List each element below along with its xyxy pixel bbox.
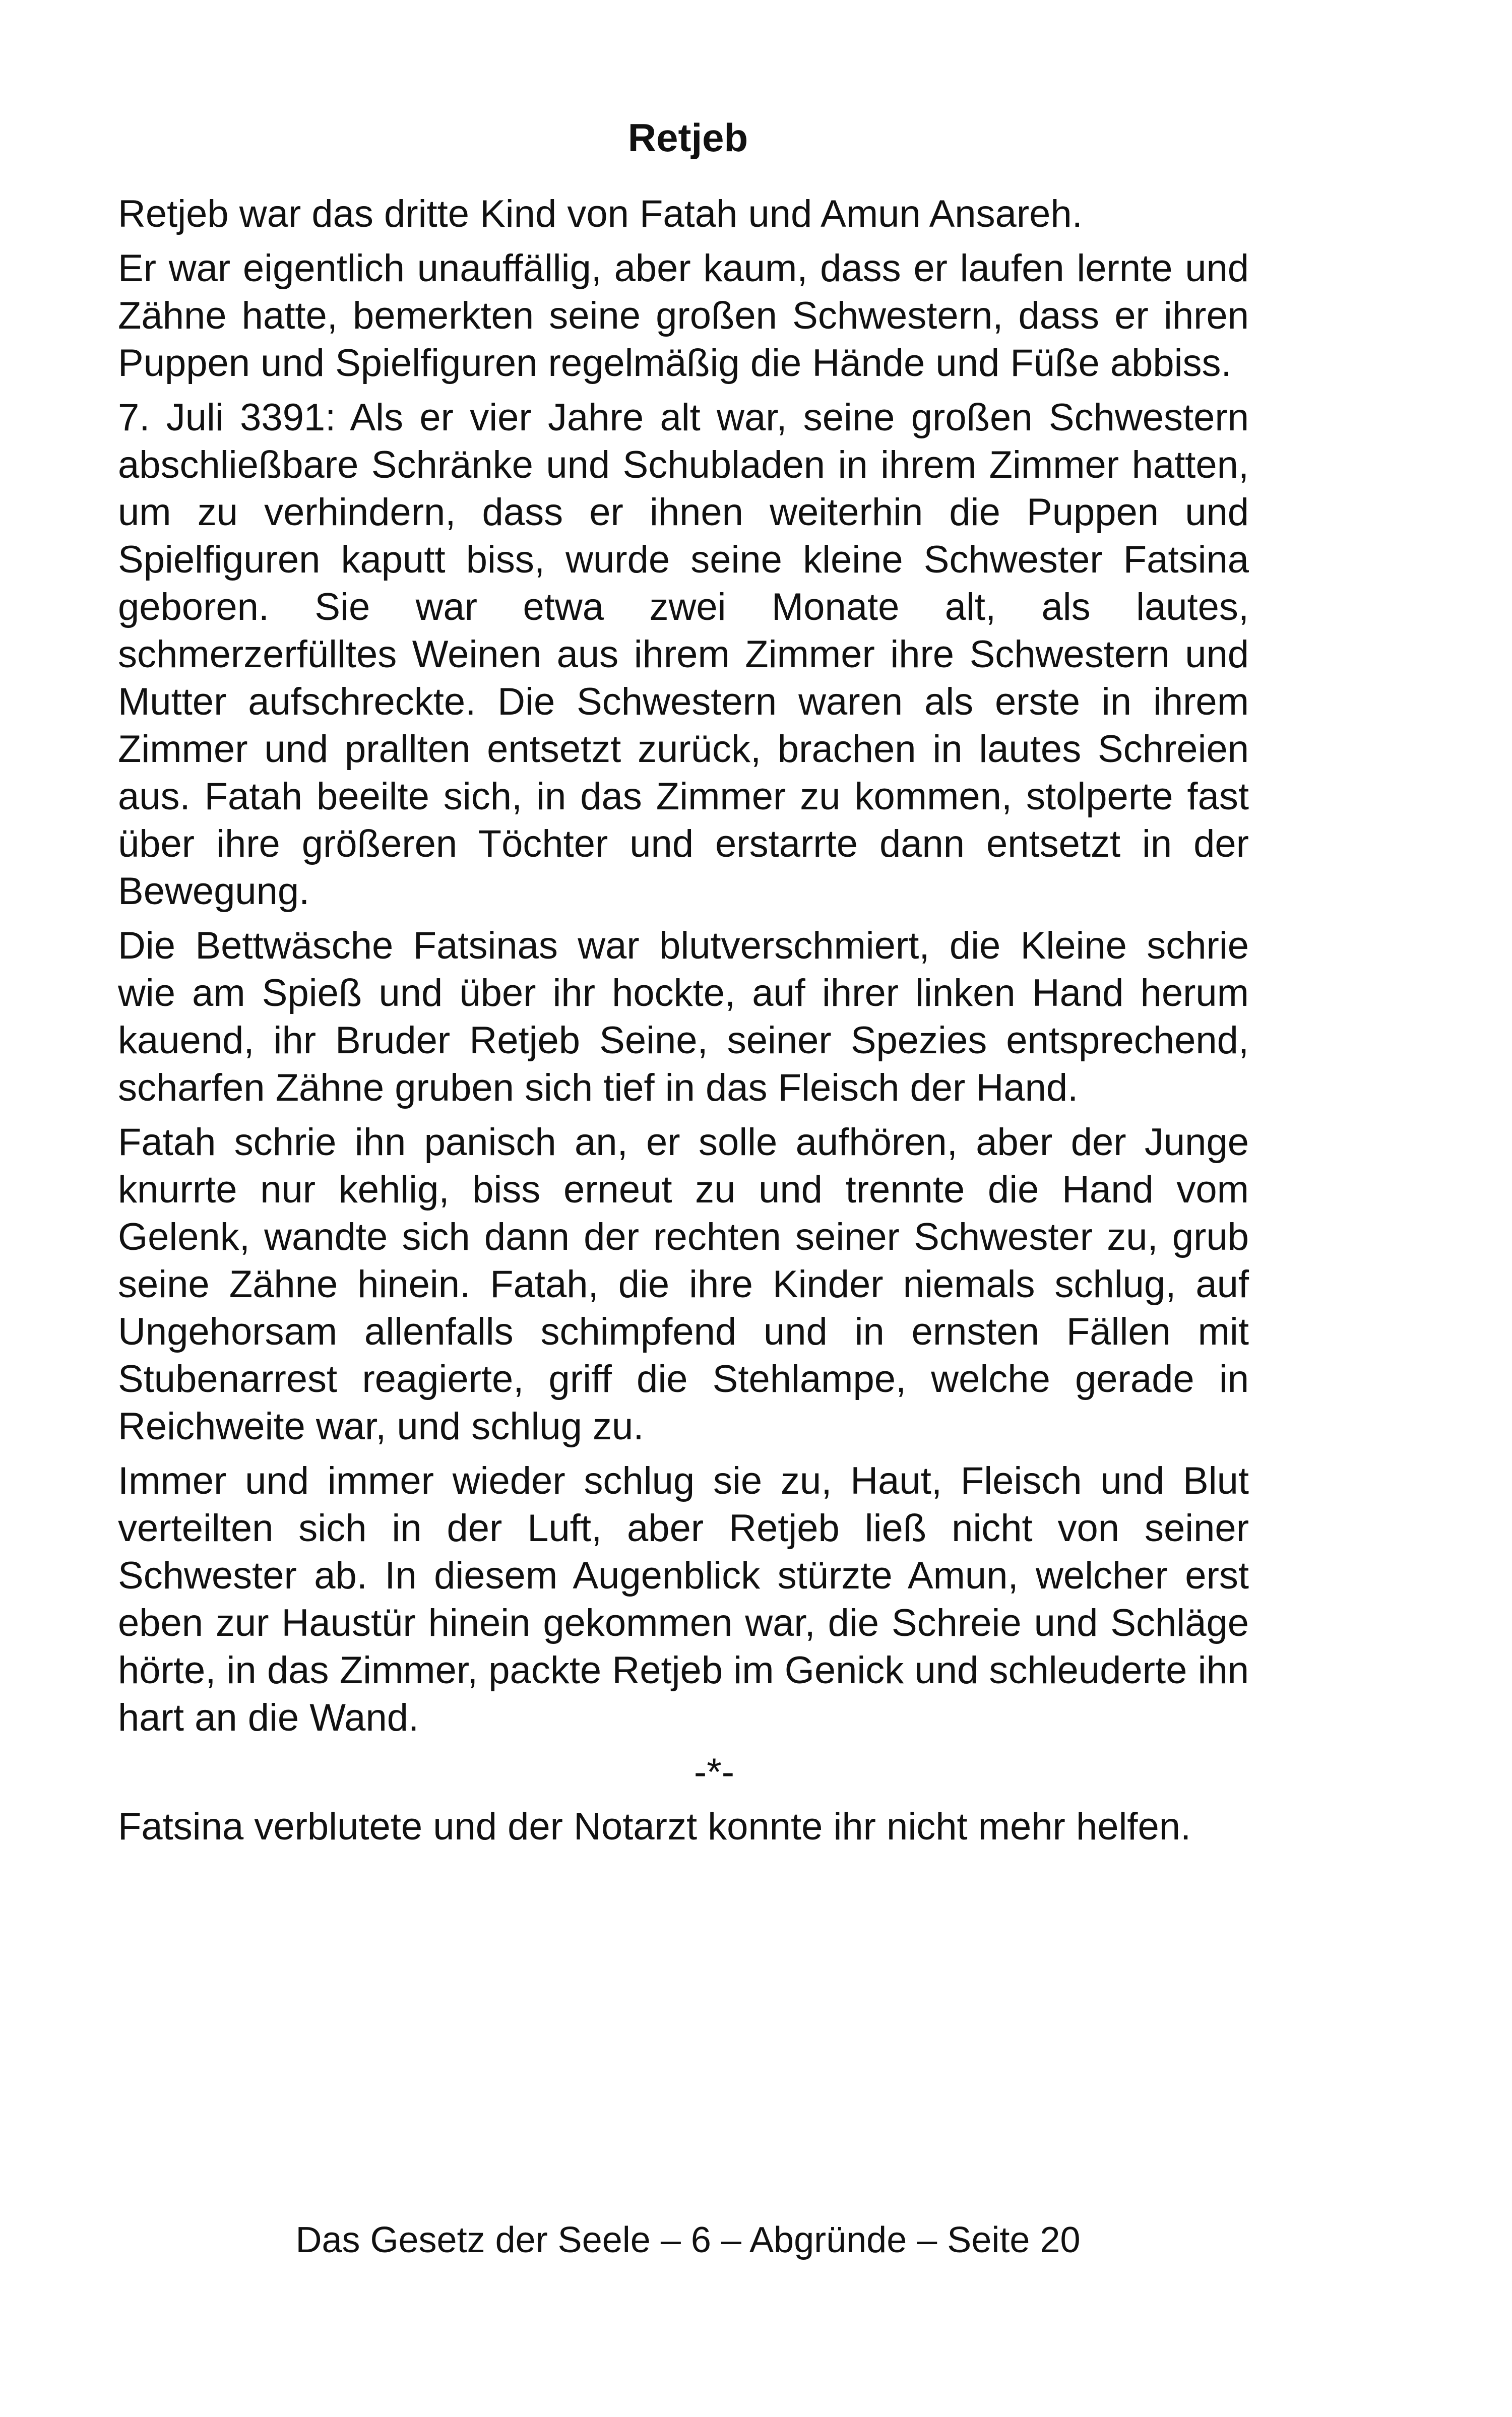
closing-paragraph: Fatsina verblutete und der Notarzt konnte ihr nicht mehr helfen. — [118, 1805, 1191, 1848]
paragraph-6: Immer und immer wieder schlug sie zu, Haut, Fleisch und Blut verteilten sich in der Luft, aber Retjeb ließ nicht von seiner Schwester ab. In diesem Augenblick stürzte Amun, welcher erst eben zur Haustür hinein gekommen war, die Schreie und Schläge hörte, in das Zimmer, packte Retjeb im Genick und schleuderte ihn hart an die Wand. — [118, 1459, 1249, 1739]
body-text — [118, 190, 1249, 1858]
paragraph-3: 7. Juli 3391: Als er vier Jahre alt war, seine großen Schwestern abschließbare Schränke und Schubladen in ihrem Zimmer hatten, um zu verhindern, dass er ihnen weiterhin die Puppen und Spielfiguren kaputt biss, wurde seine kleine Schwester Fatsina geboren. Sie war etwa zwei Monate alt, als lautes, schmerzerfülltes Weinen aus ihrem Zimmer ihre Schwestern und Mutter aufschreckte. Die Schwestern waren als erste in ihrem Zimmer und prallten entsetzt zurück, brachen in lautes Schreien aus. Fatah beeilte sich, in das Zimmer zu kommen, stolperte fast über ihre größeren Töchter und erstarrte dann entsetzt in der Bewegung. — [118, 396, 1249, 913]
page-footer: Das Gesetz der Seele – 6 – Abgründe – Seite 20 — [295, 2220, 1081, 2260]
paragraph-1: Retjeb war das dritte Kind von Fatah und Amun Ansareh. — [118, 193, 1083, 235]
chapter-title: Retjeb — [627, 115, 748, 160]
paragraph-2: Er war eigentlich unauffällig, aber kaum, dass er laufen lernte und Zähne hatte, bemerkten seine großen Schwestern, dass er ihren Puppen und Spielfiguren regelmäßig die Hände und Füße abbiss. — [118, 247, 1249, 385]
paragraph-4: Die Bettwäsche Fatsinas war blutverschmiert, die Kleine schrie wie am Spieß und über ihr hockte, auf ihrer linken Hand herum kauend, ihr Bruder Retjeb Seine, seiner Spezies entsprechend, scharfen Zähne gruben sich tief in das Fleisch der Hand. — [118, 924, 1249, 1109]
scene-separator: -*- — [694, 1751, 735, 1794]
paragraph-5: Fatah schrie ihn panisch an, er solle aufhören, aber der Junge knurrte nur kehlig, biss erneut zu und trennte die Hand vom Gelenk, wandte sich dann der rechten seiner Schwester zu, grub seine Zähne hinein. Fatah, die ihre Kinder niemals schlug, auf Ungehorsam allenfalls schimpfend und in ernsten Fällen mit Stubenarrest reagierte, griff die Stehlampe, welche gerade in Reichweite war, und schlug zu. — [118, 1121, 1249, 1448]
